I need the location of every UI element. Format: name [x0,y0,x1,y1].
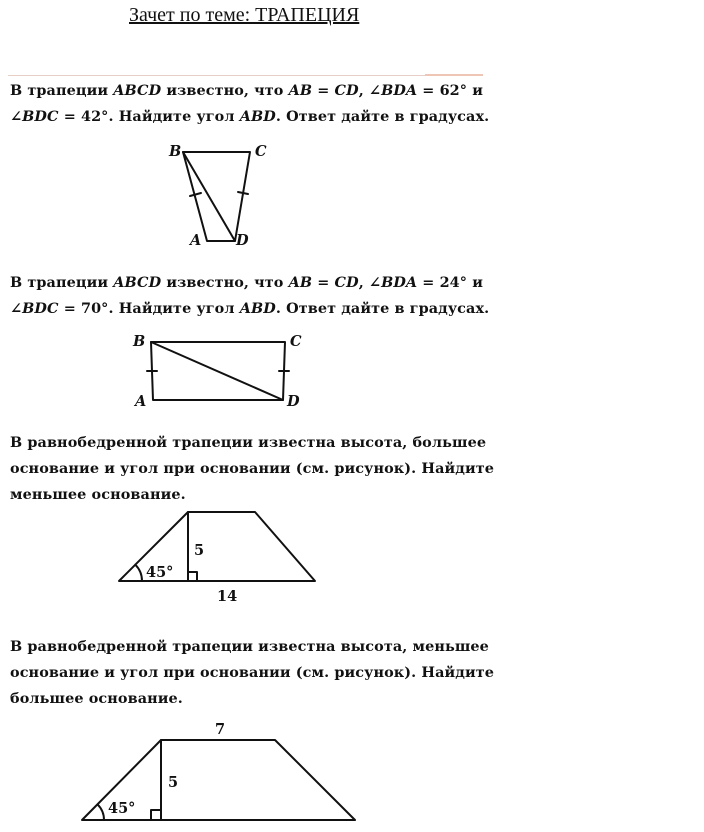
figure-4-right-angle [151,810,161,820]
figure-3-height-label: 5 [194,542,205,559]
problem-2-line-1: В трапеции ABCD известно, что AB = CD, ∠BDA = 24° и [10,274,483,291]
figure-2-label-a: A [135,393,147,410]
figure-3-right-angle [188,572,197,581]
figure-2-label-d: D [287,393,300,410]
figure-1-label-d: D [236,232,249,249]
figure-4-top-label: 7 [215,721,226,738]
figure-3-angle-label: 45° [146,564,174,581]
problem-4-line-1: В равнобедренной трапеции известна высота, меньшее [10,638,489,655]
figure-1-label-b: B [169,143,182,160]
figure-1-tick-cd [238,192,248,194]
problem-3-line-3: меньшее основание. [10,486,186,503]
figure-3-base-label: 14 [217,588,238,605]
figure-2-label-b: B [133,333,146,350]
figure-4-height-label: 5 [168,774,179,791]
page-title: Зачет по теме: ТРАПЕЦИЯ [129,4,360,26]
figure-4-angle-label: 45° [108,800,136,817]
figure-2-label-c: C [290,333,302,350]
problem-4-line-2: основание и угол при основании (см. рисунок). Найдите [10,664,495,681]
figure-3-angle-arc [135,565,142,581]
figure-4-angle-arc [98,804,104,820]
figure-1-label-c: C [255,143,267,160]
problem-2-line-2: ∠BDC = 70°. Найдите угол ABD. Ответ дайте в градусах. [10,300,490,317]
problem-1-line-2: ∠BDC = 42°. Найдите угол ABD. Ответ дайте в градусах. [10,108,490,125]
problem-3-line-2: основание и угол при основании (см. рисунок). Найдите [10,460,495,477]
problem-4-line-3: большее основание. [10,690,183,707]
problem-1-line-1: В трапеции ABCD известно, что AB = CD, ∠BDA = 62° и [10,82,483,99]
figure-2-trapezoid [147,342,289,400]
figure-1-label-a: A [190,232,202,249]
figure-2-diagonal-bd [151,342,283,400]
figure-1-trapezoid [183,152,250,241]
problem-3-line-1: В равнобедренной трапеции известна высота, большее [10,434,487,451]
